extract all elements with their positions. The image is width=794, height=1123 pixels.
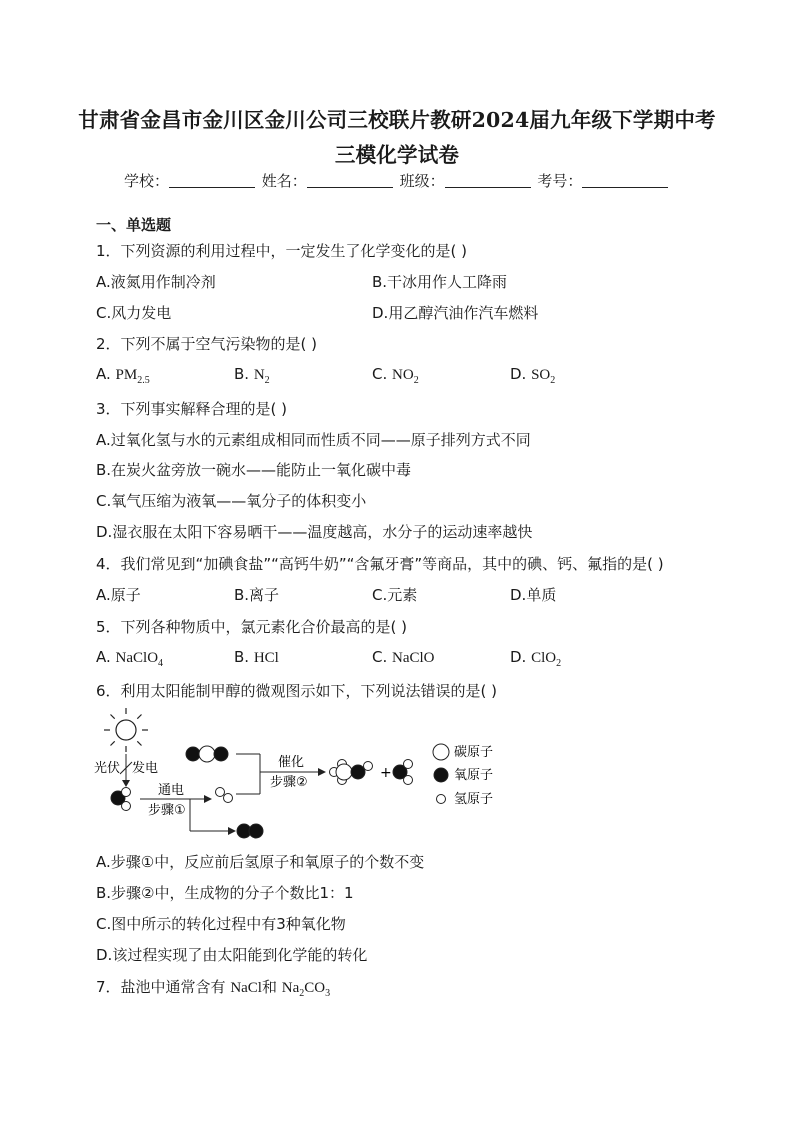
question-4-option-d[interactable]: D.单质 [510,586,557,604]
question-3-option-b[interactable]: B.在炭火盆旁放一碗水——能防止一氧化碳中毒 [96,461,412,479]
question-6-option-a[interactable]: A.步骤①中，反应前后氢原子和氧原子的个数不变 [96,853,425,871]
formula: HCl [253,650,279,666]
formula-subscript: 2 [299,988,305,999]
school-blank[interactable] [169,173,255,188]
question-6-option-b[interactable]: B.步骤②中，生成物的分子个数比1：1 [96,884,354,902]
electrolysis-label: 通电 [158,783,185,798]
id-blank[interactable] [582,173,668,188]
question-4-option-b[interactable]: B.离子 [234,586,280,604]
question-5-option-c[interactable] [372,648,435,667]
question-3-stem: 3．下列事实解释合理的是( ) [96,400,288,418]
formula: N [253,367,265,383]
option-letter: D. [510,365,532,383]
formula-subscript: 2 [264,375,270,386]
class-blank[interactable] [445,173,531,188]
question-5-option-b[interactable] [234,648,279,667]
question-6-stem: 6．利用太阳能制甲醇的微观图示如下，下列说法错误的是( ) [96,682,498,700]
question-5-stem: 5．下列各种物质中，氯元素化合价最高的是( ) [96,618,408,636]
legend-carbon-label: 碳原子 [454,745,494,760]
student-info-line [124,170,670,191]
question-7-stem [96,976,330,999]
question-2-option-c[interactable] [372,365,419,386]
formula: CO [304,980,326,996]
section-heading: 一、单选题 [96,216,172,234]
question-1-option-d[interactable]: D.用乙醇汽油作汽车燃料 [372,304,539,322]
question-3-option-a[interactable]: A.过氧化氢与水的元素组成相同而性质不同——原子排列方式不同 [96,431,531,449]
formula-subscript: 2 [550,375,556,386]
name-label: 姓名： [261,172,307,190]
water-product-molecule [393,760,413,785]
formula-subscript: 2.5 [137,375,150,386]
legend-hydrogen-label: 氢原子 [454,792,494,807]
id-label: 考号： [537,172,583,190]
formula: PM [115,367,138,383]
option-letter: D. [510,648,532,666]
page-title: 甘肃省金昌市金川区金川公司三校联片教研2024届九年级下学期中考 [78,108,716,132]
step1-label: 步骤① [148,803,186,818]
question-1-option-b[interactable]: B.干冰用作人工降雨 [372,273,508,291]
formula: Na [281,980,300,996]
question-2-option-d[interactable] [510,365,555,386]
formula: NaCl [230,980,262,996]
formula: NO [392,367,414,383]
carbon-atom-icon [433,744,449,760]
class-label: 班级： [399,172,445,190]
formula-subscript: 2 [556,658,562,669]
question-5-option-d[interactable] [510,648,561,669]
formula: NaClO [115,650,159,666]
question-3-option-d[interactable]: D.湿衣服在太阳下容易晒干——温度越高，水分子的运动速率越快 [96,523,533,541]
question-1-stem: 1．下列资源的利用过程中，一定发生了化学变化的是( ) [96,242,468,260]
formula: NaClO [392,650,435,666]
question-5-option-a[interactable] [96,648,163,669]
question-4-option-c[interactable]: C.元素 [372,586,418,604]
question-6-option-c[interactable]: C.图中所示的转化过程中有3种氧化物 [96,915,346,933]
question-1-option-a[interactable]: A.液氮用作制冷剂 [96,273,216,291]
formula-subscript: 4 [158,658,164,669]
plus-sign: + [380,765,392,781]
option-letter: A. [96,648,116,666]
question-2-option-a[interactable] [96,365,150,386]
question-4-option-a[interactable]: A.原子 [96,586,141,604]
oxygen-molecule [237,824,263,838]
legend [433,744,493,807]
hydrogen-molecule [216,788,233,803]
question-2-stem: 2．下列不属于空气污染物的是( ) [96,335,318,353]
question-2-option-b[interactable] [234,365,270,386]
question-4-stem: 4．我们常见到“加碘食盐”“高钙牛奶”“含氟牙膏”等商品，其中的碘、钙、氟指的是( ) [96,555,664,573]
formula: SO [531,367,551,383]
option-letter: B. [234,648,254,666]
carbon-dioxide-molecule [186,746,228,762]
question-6-option-d[interactable]: D.该过程实现了由太阳能到化学能的转化 [96,946,368,964]
question-1-option-c[interactable]: C.风力发电 [96,304,172,322]
legend-oxygen-label: 氧原子 [454,768,494,783]
page-subtitle: 三模化学试卷 [334,143,460,167]
option-letter: C. [372,648,393,666]
option-letter: C. [372,365,393,383]
formula: ClO [531,650,557,666]
hydrogen-atom-icon [437,795,446,804]
methanol-micro-diagram [90,706,520,846]
question-7-text: 7．盐池中通常含有 [96,978,231,996]
methanol-molecule [330,760,373,785]
formula-subscript: 3 [325,988,331,999]
catalyst-label: 催化 [278,755,305,770]
question-3-option-c[interactable]: C.氧气压缩为液氧——氧分子的体积变小 [96,492,367,510]
sun-icon [104,708,148,752]
school-label: 学校： [124,172,170,190]
formula-subscript: 2 [413,375,419,386]
pv-label: 光伏 [94,761,121,776]
option-letter: B. [234,365,254,383]
water-molecule [111,788,131,811]
oxygen-atom-icon [434,768,448,782]
gen-label: 发电 [132,761,159,776]
name-blank[interactable] [307,173,393,188]
step2-label: 步骤② [270,775,308,790]
option-letter: A. [96,365,116,383]
conjunction: 和 [261,978,282,996]
